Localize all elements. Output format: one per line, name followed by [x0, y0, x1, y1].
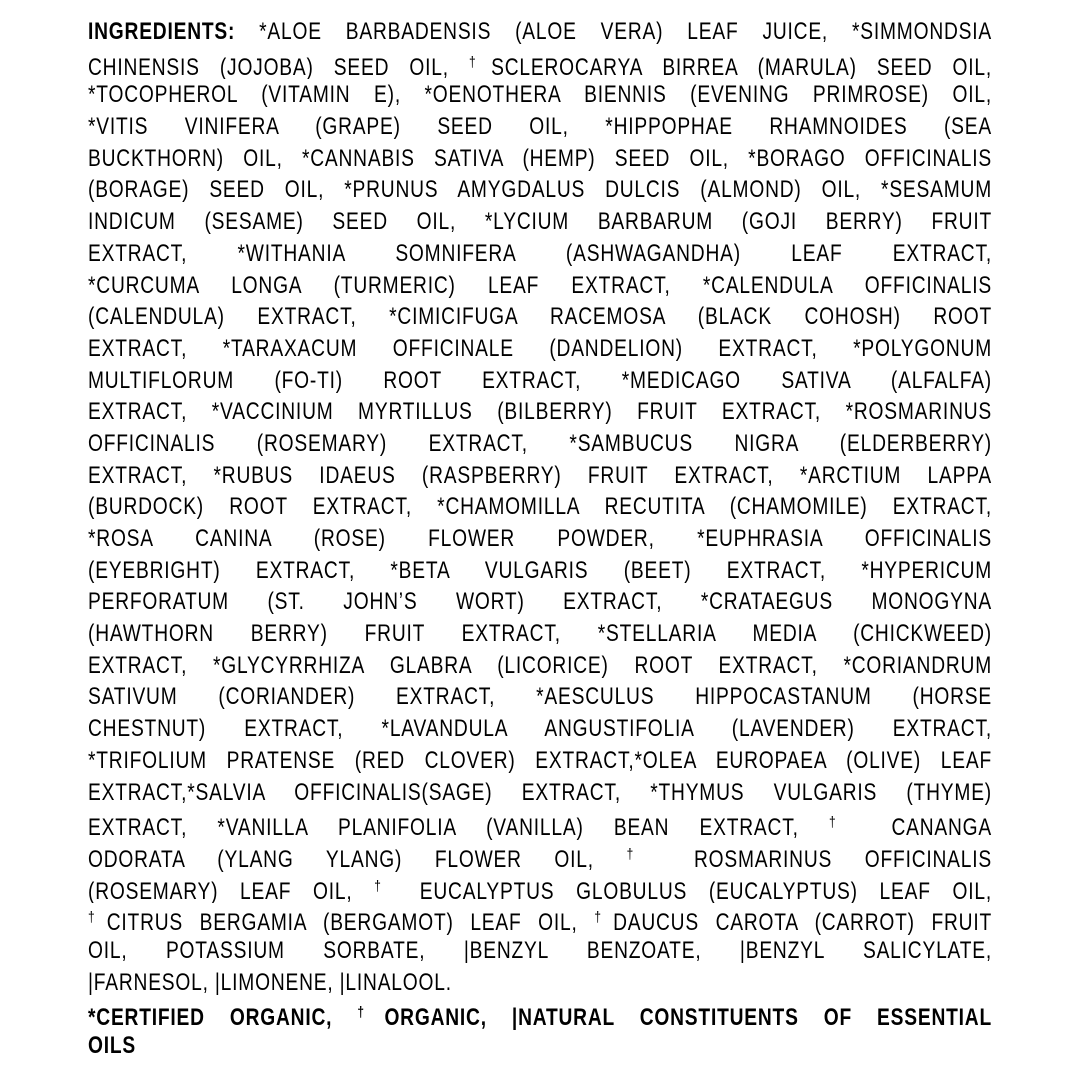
ingredients-line: BUCKTHORN) OIL, *CANNABIS SATIVA (HEMP) SEED OIL, *BORAGO OFFICINALIS [88, 144, 992, 172]
ingredients-line: PERFORATUM (ST. JOHN’S WORT) EXTRACT, *CRATAEGUS MONOGYNA [88, 588, 992, 616]
ingredients-line: MULTIFLORUM (FO-TI) ROOT EXTRACT, *MEDICAGO SATIVA (ALFALFA) [88, 366, 992, 394]
dagger-symbol: † [468, 54, 490, 71]
ingredients-line: (HAWTHORN BERRY) FRUIT EXTRACT, *STELLARIA MEDIA (CHICKWEED) [88, 620, 992, 648]
ingredients-line: INDICUM (SESAME) SEED OIL, *LYCIUM BARBARUM (GOJI BERRY) FRUIT [88, 208, 992, 236]
ingredients-lines [88, 48, 992, 967]
ingredients-line: (ROSEMARY) LEAF OIL, † EUCALYPTUS GLOBULUS (EUCALYPTUS) LEAF OIL, [88, 877, 992, 904]
dagger-symbol: † [357, 1005, 383, 1022]
dagger-symbol: † [626, 846, 660, 863]
ingredients-line: *TOCOPHEROL (VITAMIN E), *OENOTHERA BIENNIS (EVENING PRIMROSE) OIL, [88, 81, 992, 109]
footnote-line-1: *CERTIFIED ORGANIC, †ORGANIC, |NATURAL CONSTITUENTS OF ESSENTIAL [88, 1004, 992, 1030]
dagger-symbol: † [594, 910, 612, 927]
dagger-symbol: † [374, 878, 397, 895]
ingredients-line-first [88, 16, 992, 48]
dagger-symbol: † [88, 910, 106, 927]
ingredients-line: EXTRACT, *VANILLA PLANIFOLIA (VANILLA) BEAN EXTRACT, † CANANGA [88, 814, 992, 840]
ingredients-line: *ROSA CANINA (ROSE) FLOWER POWDER, *EUPHRASIA OFFICINALIS [88, 525, 992, 552]
ingredients-line: ODORATA (YLANG YLANG) FLOWER OIL, † ROSMARINUS OFFICINALIS [88, 846, 992, 872]
ingredients-line: †CITRUS BERGAMIA (BERGAMOT) LEAF OIL, †DAUCUS CAROTA (CARROT) FRUIT [88, 909, 992, 935]
ingredients-text-block [88, 16, 992, 1062]
footnote-line-2: OILS [88, 1032, 137, 1059]
ingredients-line: EXTRACT, *WITHANIA SOMNIFERA (ASHWAGANDHA) LEAF EXTRACT, [88, 239, 992, 267]
ingredients-heading: INGREDIENTS: [88, 18, 236, 45]
ingredients-line: EXTRACT, *VACCINIUM MYRTILLUS (BILBERRY) FRUIT EXTRACT, *ROSMARINUS [88, 398, 992, 426]
ingredients-line: SATIVUM (CORIANDER) EXTRACT, *AESCULUS HIPPOCASTANUM (HORSE [88, 683, 992, 711]
ingredients-line: (EYEBRIGHT) EXTRACT, *BETA VULGARIS (BEET) EXTRACT, *HYPERICUM [88, 556, 992, 584]
ingredients-line: *VITIS VINIFERA (GRAPE) SEED OIL, *HIPPOPHAE RHAMNOIDES (SEA [88, 113, 992, 141]
ingredients-line: CHESTNUT) EXTRACT, *LAVANDULA ANGUSTIFOLIA (LAVENDER) EXTRACT, [88, 715, 992, 743]
ingredients-line: EXTRACT,*SALVIA OFFICINALIS(SAGE) EXTRACT, *THYMUS VULGARIS (THYME) [88, 778, 992, 806]
ingredients-line: *TRIFOLIUM PRATENSE (RED CLOVER) EXTRACT,*OLEA EUROPAEA (OLIVE) LEAF [88, 746, 992, 774]
ingredients-line: EXTRACT, *TARAXACUM OFFICINALE (DANDELION) EXTRACT, *POLYGONUM [88, 334, 992, 362]
ingredients-line: (CALENDULA) EXTRACT, *CIMICIFUGA RACEMOSA (BLACK COHOSH) ROOT [88, 303, 992, 331]
ingredients-line: EXTRACT, *RUBUS IDAEUS (RASPBERRY) FRUIT EXTRACT, *ARCTIUM LAPPA [88, 461, 992, 489]
dagger-symbol: † [828, 815, 860, 832]
ingredients-line: OIL, POTASSIUM SORBATE, |BENZYL BENZOATE, |BENZYL SALICYLATE, [88, 936, 992, 964]
ingredients-line-first-text: *ALOE BARBADENSIS (ALOE VERA) LEAF JUICE, *SIMMONDSIA [259, 18, 992, 45]
ingredients-line-last: |FARNESOL, |LIMONENE, |LINALOOL. [88, 968, 452, 996]
ingredients-line: CHINENSIS (JOJOBA) SEED OIL, †SCLEROCARYA BIRREA (MARULA) SEED OIL, [88, 53, 992, 80]
ingredients-line: OFFICINALIS (ROSEMARY) EXTRACT, *SAMBUCUS NIGRA (ELDERBERRY) [88, 429, 992, 457]
ingredients-line: EXTRACT, *GLYCYRRHIZA GLABRA (LICORICE) ROOT EXTRACT, *CORIANDRUM [88, 651, 992, 679]
ingredients-line: (BORAGE) SEED OIL, *PRUNUS AMYGDALUS DULCIS (ALMOND) OIL, *SESAMUM [88, 176, 992, 204]
ingredients-line: *CURCUMA LONGA (TURMERIC) LEAF EXTRACT, *CALENDULA OFFICINALIS [88, 271, 992, 299]
ingredients-line: (BURDOCK) ROOT EXTRACT, *CHAMOMILLA RECUTITA (CHAMOMILE) EXTRACT, [88, 493, 992, 521]
